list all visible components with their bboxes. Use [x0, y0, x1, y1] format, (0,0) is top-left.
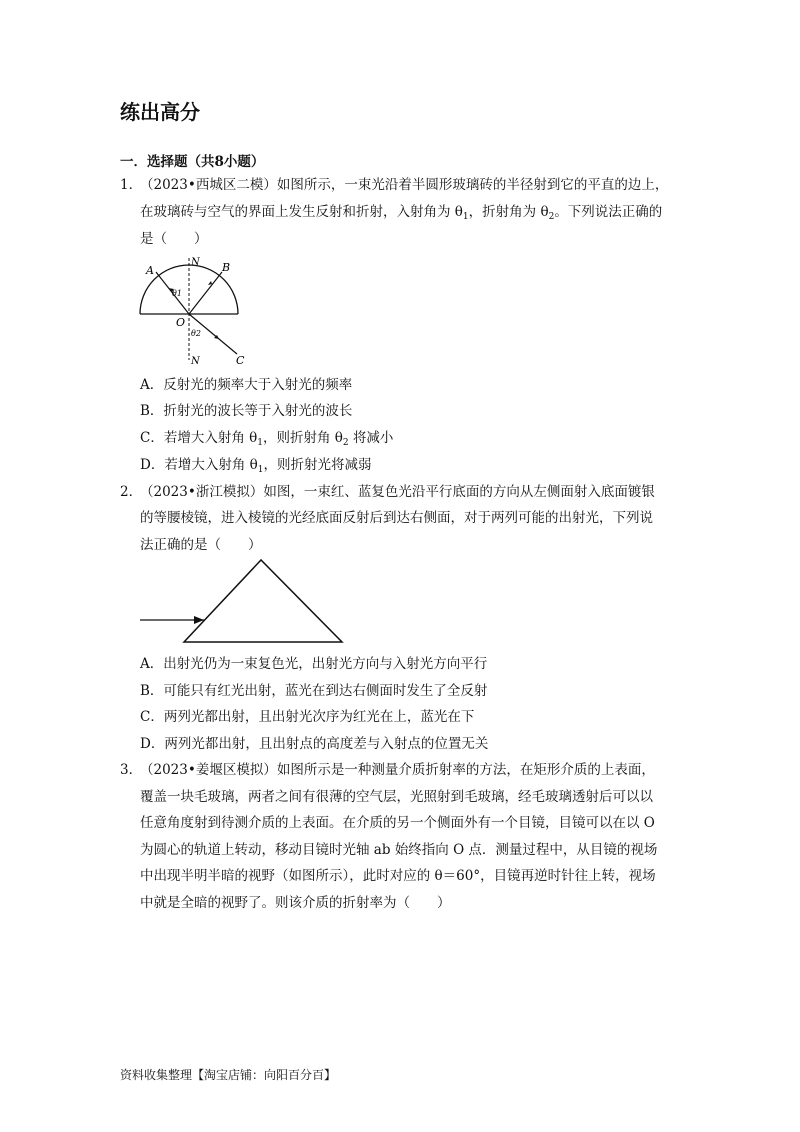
option-D[interactable]: D．两列光都出射，且出射点的高度差与入射点的位置无关 — [140, 736, 489, 752]
text-fragment: ，折射角为 θ — [468, 204, 549, 220]
option-C[interactable] — [140, 428, 393, 453]
label-theta1: θ1 — [172, 289, 182, 298]
subscript: 1 — [257, 438, 263, 448]
subscript: 1 — [462, 212, 469, 222]
question-text-line — [140, 202, 662, 227]
label-O: O — [176, 316, 186, 329]
question-number: 1． — [120, 177, 143, 193]
question-text-line: 为圆心的轨道上转动，移动目镜时光轴 ab 始终指向 O 点．测量过程中，从目镜的视场 — [140, 842, 658, 858]
page-title: 练出高分 — [120, 100, 200, 124]
semicircle-glass-figure — [134, 252, 254, 370]
option-C[interactable]: C．两列光都出射，且出射光次序为红光在上，蓝光在下 — [140, 709, 475, 725]
text-fragment: 将减小 — [348, 430, 394, 446]
subscript: 2 — [548, 212, 555, 222]
label-N-bottom: N — [191, 356, 200, 367]
question-text-line: 法正确的是（ ） — [140, 537, 262, 553]
label-C: C — [236, 354, 245, 367]
label-theta2: θ2 — [191, 329, 201, 338]
section-heading: 一．选择题（共8小题） — [120, 154, 265, 170]
question-number: 2． — [120, 484, 143, 500]
subscript: 2 — [342, 438, 349, 448]
text-fragment: 在玻璃砖与空气的界面上发生反射和折射，入射角为 θ — [140, 204, 463, 220]
text-fragment: ，则折射光将减弱 — [263, 457, 372, 473]
label-N-top: N — [191, 257, 200, 268]
footer-note: 资料收集整理【淘宝店铺：向阳百分百】 — [120, 1068, 337, 1082]
option-B[interactable]: B．可能只有红光出射，蓝光在到达右侧面时发生了全反射 — [140, 683, 488, 699]
text-fragment: 。下列说法正确的 — [554, 204, 663, 220]
question-text-line: 是（ ） — [140, 231, 208, 247]
option-D[interactable] — [140, 455, 371, 480]
question-text-line: （2023•姜堰区模拟）如图所示是一种测量介质折射率的方法，在矩形介质的上表面， — [140, 762, 655, 778]
text-fragment: C．若增大入射角 θ — [140, 430, 258, 446]
label-A: A — [146, 264, 154, 277]
question-text-line: 覆盖一块毛玻璃，两者之间有很薄的空气层，光照射到毛玻璃，经毛玻璃透射后可以以 — [140, 789, 653, 805]
text-fragment: D．若增大入射角 θ — [140, 457, 258, 473]
question-text-line: 中出现半明半暗的视野（如图所示），此时对应的 θ＝60°，目镜再逆时针往上转，视场 — [140, 868, 656, 884]
question-text-line: （2023•西城区二模）如图所示，一束光沿着半圆形玻璃砖的半径射到它的平直的边上， — [140, 177, 669, 193]
option-A[interactable]: A．出射光仍为一束复色光，出射光方向与入射光方向平行 — [140, 656, 488, 672]
question-text-line: 中就是全暗的视野了。则该介质的折射率为（ ） — [140, 895, 451, 911]
question-text-line: 任意角度射到待测介质的上表面。在介质的另一个侧面外有一个目镜，目镜可以在以 O — [140, 815, 655, 831]
subscript: 1 — [257, 465, 264, 475]
option-A[interactable]: A．反射光的频率大于入射光的频率 — [140, 377, 353, 393]
text-fragment: ，则折射角 θ — [262, 430, 343, 446]
question-text-line: （2023•浙江模拟）如图，一束红、蓝复色光沿平行底面的方向从左侧面射入底面镀银 — [140, 484, 655, 500]
question-text-line: 的等腰棱镜，进入棱镜的光经底面反射后到达右侧面，对于两列可能的出射光，下列说 — [140, 510, 653, 526]
question-number: 3． — [120, 762, 143, 778]
label-B: B — [222, 261, 231, 274]
option-B[interactable]: B．折射光的波长等于入射光的波长 — [140, 403, 353, 419]
prism-figure — [138, 556, 350, 646]
